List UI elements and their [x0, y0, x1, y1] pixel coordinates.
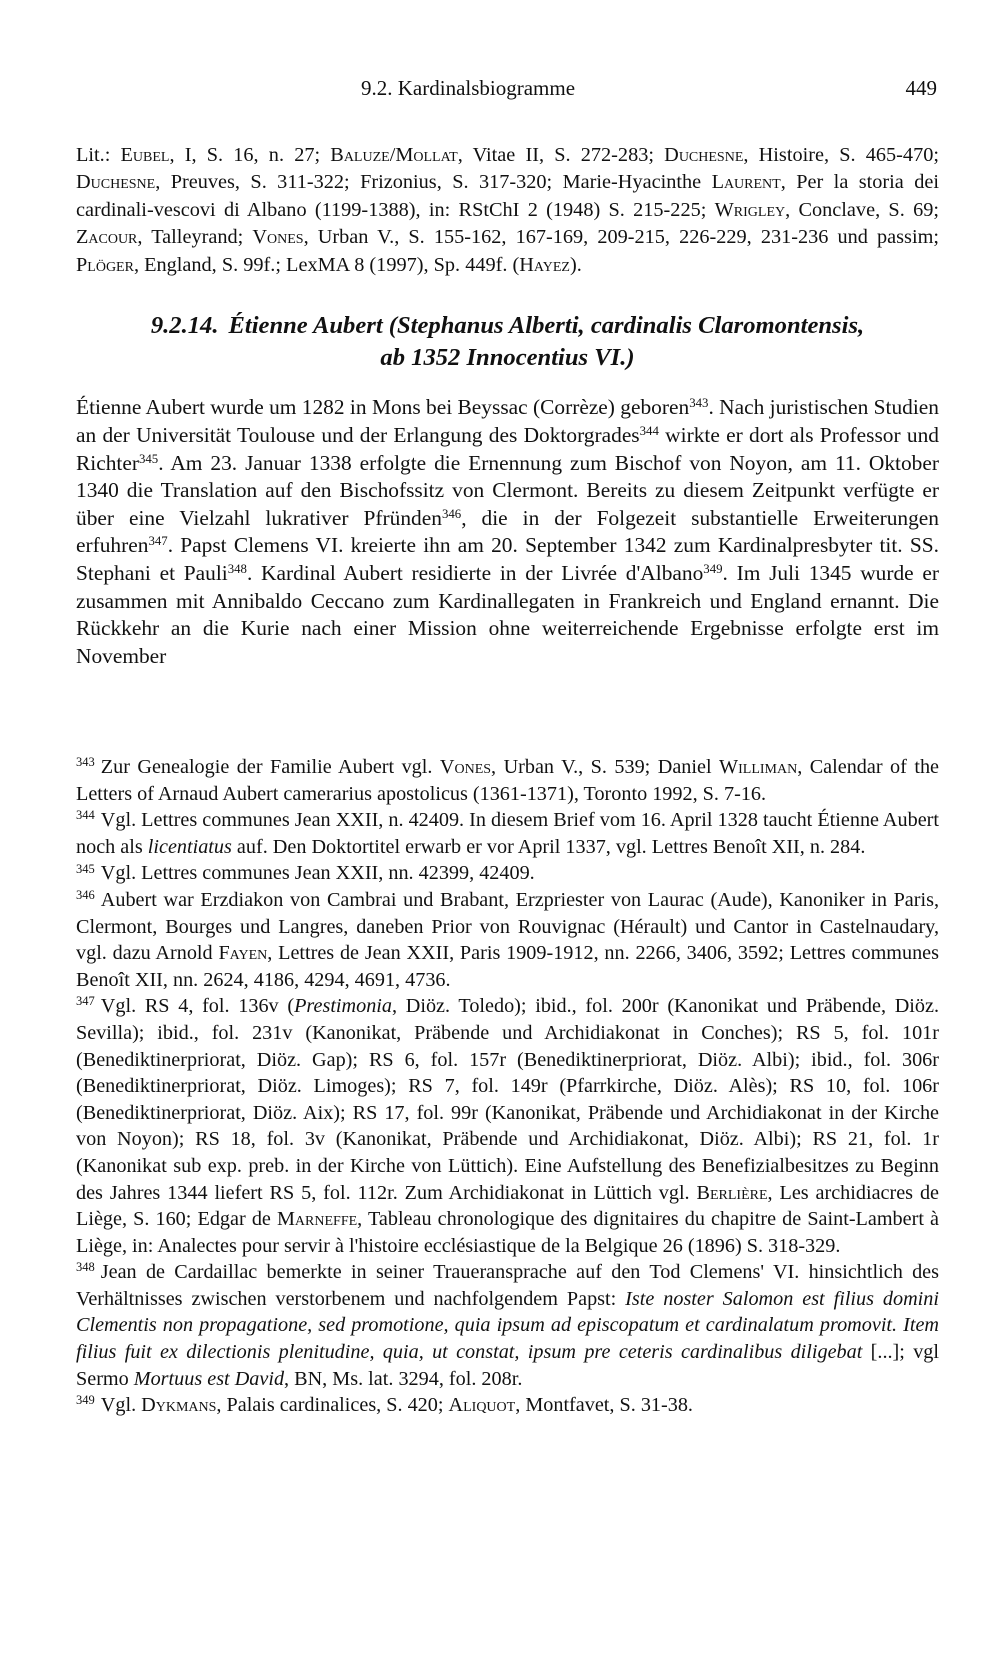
running-title: 9.2. Kardinalsbiogramme	[361, 76, 576, 100]
author-name: Duchesne	[664, 144, 744, 166]
running-head	[76, 72, 939, 112]
author-name: Plöger	[76, 253, 134, 276]
footnote-ref[interactable]: 346	[441, 506, 462, 521]
body-paragraph: Étienne Aubert wurde um 1282 in Mons bei Beyssac (Corrèze) geboren$^{343}$. Nach juristischen Studien an der Universität Toulouse und der Erlangung des Doktorgrades$^{344}$ wirkte er dort als Professor und Richter$^{345}$. Am 23. Januar 1338 erfolgte die Ernennung zum Bischof von Noyon, am 11. Oktober 1340 die Translation auf den Bischofssitz von Clermont. Bereits zu diesem Zeitpunkt verfügte er über eine Vielzahl lukrativer Pfründen$^{346}$, die in der Folgezeit substantielle Erweiterungen erfuhren$^{347}$. Papst Clemens VI. kreierte ihn am 20. September 1342 zum Kardinalpresbyter tit. SS. Stephani et Pauli$^{348}$. Kardinal Aubert residierte in der Livrée d'Albano$^{349}$. Im Juli 1345 wurde er zusammen mit Annibaldo Ceccano zum Kardinallegaten in Frankreich und England ernannt. Die Rückkehr an die Kurie nach einer Mission ohne weiterreichende Ergebnisse erfolgte erst im November	[76, 395, 940, 668]
footnote-344: $^{344}$ Vgl. Lettres communes Jean XXII, n. 42409. In diesem Brief vom 16. April 1328 taucht Étienne Aubert noch als licentiatus auf. Den Doktortitel erwarb er vor April 1337, vgl. Lettres Benoît XII, n. 284.	[76, 808, 939, 858]
footnote-343: $^{343}$ Zur Genealogie der Familie Aubert vgl. Vones, Urban V., S. 539; Daniel Williman, Calendar of the Letters of Arnaud Aubert camerarius apostolicus (1361-1371), Toronto 1992, S. 7-16.	[76, 755, 939, 805]
author-name: Eubel	[120, 144, 170, 166]
footnote-ref[interactable]: 349	[703, 561, 723, 576]
author-name: Duchesne	[76, 171, 156, 194]
footnotes	[76, 754, 939, 1419]
author-name: Vones	[252, 226, 304, 249]
section-number: 9.2.14.	[150, 312, 219, 340]
footnote-349: $^{349}$ Vgl. Dykmans, Palais cardinalices, S. 420; Aliquot, Montfavet, S. 31-38.	[76, 1393, 693, 1417]
page-number: 449	[905, 76, 937, 100]
footnote-ref[interactable]: 344	[639, 423, 659, 438]
footnote-348: $^{348}$ Jean de Cardaillac bemerkte in seiner Traueransprache auf den Tod Clemens' VI. hinsichtlich des Verhältnisses zwischen verstorbenem und nachfolgendem Papst: Iste noster Salomon est filius domini Clementis non propagatione, sed promotione, quia ipsum ad episcopatum et cardinalatum promovit. Item filius fuit ex dilectionis plenitudine, quia, ut constat, ipsum pre ceteris cardinalibus diligebat [...]; vgl Sermo Mortuus est David, BN, Ms. lat. 3294, fol. 208r.	[76, 1260, 939, 1390]
footnote-347: $^{347}$ Vgl. RS 4, fol. 136v (Prestimonia, Diöz. Toledo); ibid., fol. 200r (Kanonikat und Präbende, Diöz. Sevilla); ibid., fol. 231v (Kanonikat, Präbende und Archidiakonat in Conches); RS 5, fol. 101r (Benediktinerpriorat, Diöz. Gap); RS 6, fol. 157r (Benediktinerpriorat, Diöz. Albi); ibid., fol. 306r (Benediktinerpriorat, Diöz. Limoges); RS 7, fol. 149r (Pfarrkirche, Diöz. Alès); RS 10, fol. 106r (Benediktinerpriorat, Diöz. Aix); RS 17, fol. 99r (Kanonikat, Präbende und Archidiakonat in der Kirche von Noyon); RS 18, fol. 3v (Kanonikat, Präbende und Archidiakonat, Diöz. Albi); RS 21, fol. 1r (Kanonikat sub exp. preb. in der Kirche von Lüttich). Eine Aufstellung des Benefizialbesitzes zu Beginn des Jahres 1344 liefert RS 5, fol. 112r. Zum Archidiakonat in Lüttich vgl. Berlière, Les archidiacres de Liège, S. 160; Edgar de Marneffe, Tableau chronologique des dignitaires du chapitre de Saint-Lambert à Liège, in: Analectes pour servir à l'histoire ecclésiastique de la Belgique 26 (1896) S. 318-329.	[76, 994, 940, 1257]
author-name: Zacour	[76, 226, 138, 249]
section-heading	[76, 310, 939, 374]
footnote-ref[interactable]: 348	[227, 561, 247, 576]
footnote-ref[interactable]: 347	[148, 534, 168, 549]
literature-paragraph: Lit.: Eubel, I, S. 16, n. 27; Baluze/Mollat, Vitae II, S. 272-283; Duchesne, Histoire, S. 465-470; Duchesne, Preuves, S. 311-322; Frizonius, S. 317-320; Marie-Hyacinthe Laurent, Per la storia dei cardinali-vescovi di Albano (1199-1388), in: RStChI 2 (1948) S. 215-225; Wrigley, Conclave, S. 69; Zacour, Talleyrand; Vones, Urban V., S. 155-162, 167-169, 209-215, 226-229, 231-236 und passim; Plöger, England, S. 99f.; LexMA 8 (1997), Sp. 449f. (Hayez).	[76, 144, 939, 276]
section-title-line1: Étienne Aubert (Stephanus Alberti, cardinalis Claromontensis,	[228, 312, 865, 340]
section-title-line2: ab 1352 Innocentius VI.)	[380, 344, 635, 372]
author-name: Baluze/Mollat	[330, 144, 458, 166]
page	[76, 72, 939, 692]
footnote-346: $^{346}$ Aubert war Erzdiakon von Cambrai und Brabant, Erzpriester von Laurac (Aude), Kanoniker in Paris, Clermont, Bourges und Langres, daneben Prior von Rouvignac (Hérault) und Cantor in Castelnaudary, vgl. dazu Arnold Fayen, Lettres de Jean XXII, Paris 1909-1912, nn. 2266, 3406, 3592; Lettres communes Benoît XII, nn. 2624, 4186, 4294, 4691, 4736.	[76, 888, 940, 991]
author-name: Laurent	[711, 171, 781, 194]
footnote-ref[interactable]: 343	[689, 396, 709, 411]
footnote-ref[interactable]: 345	[138, 451, 159, 466]
author-name: Wrigley	[714, 198, 786, 221]
author-name: Hayez	[519, 253, 570, 276]
footnote-345: $^{345}$ Vgl. Lettres communes Jean XXII, nn. 42399, 42409.	[76, 861, 535, 885]
